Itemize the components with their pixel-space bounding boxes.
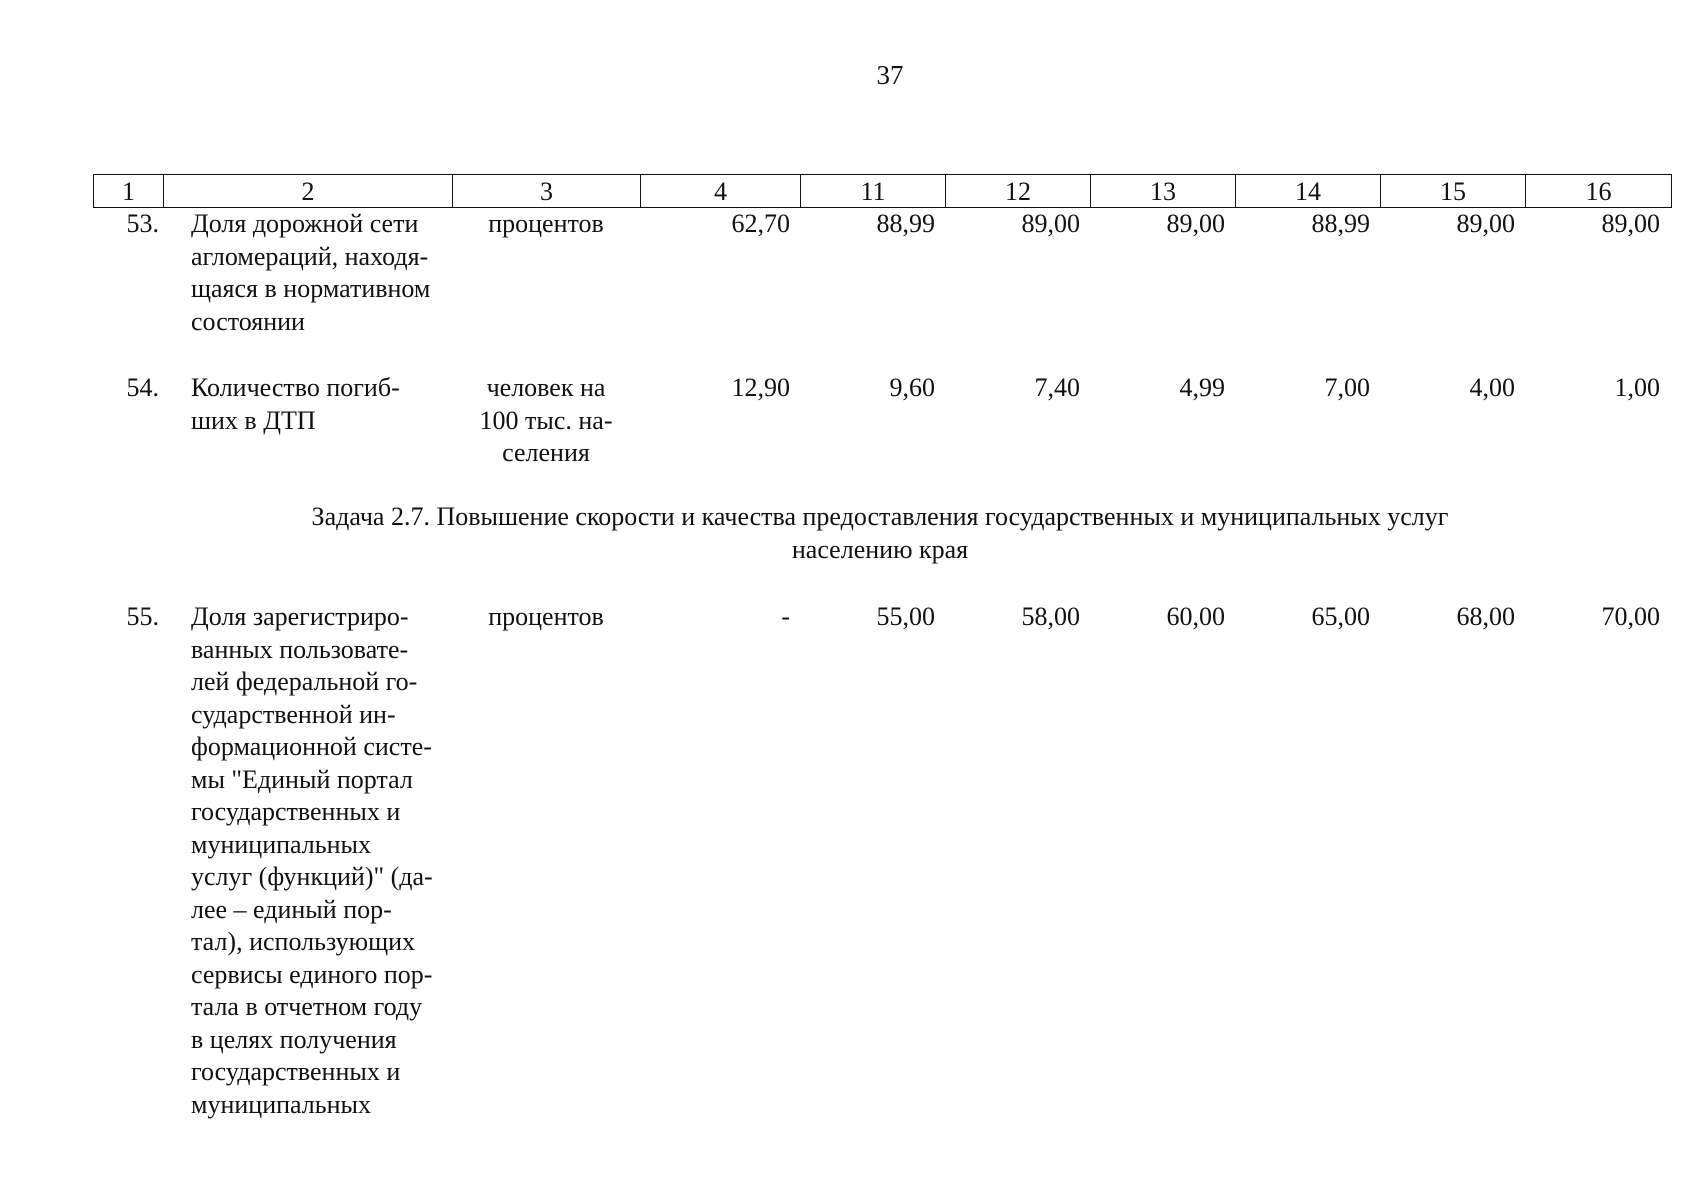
unit-line: 100 тыс. на- xyxy=(479,405,613,435)
header-col-15: 15 xyxy=(1381,175,1526,207)
value-col-13: 60,00 xyxy=(1166,602,1225,631)
value-col-14: 88,99 xyxy=(1311,209,1370,238)
header-col-12: 12 xyxy=(946,175,1091,207)
table-row xyxy=(93,601,1670,1121)
indicator-name-line: тал), использующих xyxy=(191,927,416,956)
value-col-16: 89,00 xyxy=(1601,209,1660,238)
value-col-4: - xyxy=(781,602,790,631)
value-col-11: 9,60 xyxy=(889,373,935,402)
indicator-name-line: муниципальных xyxy=(191,1089,372,1119)
header-col-1: 1 xyxy=(94,175,164,207)
task-heading xyxy=(180,500,1580,566)
indicator-name-line: муниципальных xyxy=(191,829,372,859)
header-col-13: 13 xyxy=(1091,175,1236,207)
page-number: 37 xyxy=(876,60,904,90)
value-col-12: 7,40 xyxy=(1034,373,1080,402)
unit-line: человек на xyxy=(486,373,606,402)
indicator-name-line: Количество погиб- xyxy=(191,373,400,402)
unit xyxy=(452,208,640,338)
value-col-4: 62,70 xyxy=(731,209,790,238)
value-col-15: 68,00 xyxy=(1456,602,1515,631)
task-heading-line: населению края xyxy=(791,535,969,564)
header-col-3: 3 xyxy=(453,175,641,207)
value-col-15: 89,00 xyxy=(1456,209,1515,238)
header-col-16: 16 xyxy=(1585,177,1612,206)
header-col-11: 11 xyxy=(801,175,946,207)
indicator-name-line: агломераций, находя- xyxy=(191,241,429,271)
table-row xyxy=(93,372,1670,470)
table-row xyxy=(93,208,1670,338)
indicator-name-line: сударственной ин- xyxy=(191,699,396,729)
value-col-4: 12,90 xyxy=(731,373,790,402)
indicator-name-line: государственных и xyxy=(191,1057,401,1086)
indicator-name-line: Доля зарегистриро- xyxy=(191,602,409,631)
value-col-16: 70,00 xyxy=(1601,602,1660,631)
unit-line: процентов xyxy=(488,602,604,631)
indicator-name-line: лей федеральной го- xyxy=(191,667,418,696)
unit-line: процентов xyxy=(488,209,604,238)
indicator-name-line: состоянии xyxy=(191,306,305,336)
value-col-12: 58,00 xyxy=(1021,602,1080,631)
indicator-name-line: государственных и xyxy=(191,797,401,826)
row-number: 53. xyxy=(126,209,159,238)
value-col-15: 4,00 xyxy=(1469,373,1515,402)
value-col-14: 7,00 xyxy=(1324,373,1370,402)
indicator-name xyxy=(163,372,452,470)
indicator-name-line: ших в ДТП xyxy=(191,405,316,435)
unit xyxy=(452,601,640,1121)
indicator-name xyxy=(163,601,452,1121)
header-col-14: 14 xyxy=(1236,175,1381,207)
indicator-name xyxy=(163,208,452,338)
header-col-2: 2 xyxy=(164,175,453,207)
indicator-name-line: сервисы единого пор- xyxy=(191,959,433,989)
value-col-16: 1,00 xyxy=(1614,373,1660,402)
value-col-11: 88,99 xyxy=(876,209,935,238)
value-col-13: 4,99 xyxy=(1179,373,1225,402)
table-header-row xyxy=(93,174,1672,208)
row-number: 55. xyxy=(126,602,159,631)
value-col-12: 89,00 xyxy=(1021,209,1080,238)
value-col-11: 55,00 xyxy=(876,602,935,631)
value-col-13: 89,00 xyxy=(1166,209,1225,238)
indicator-name-line: Доля дорожной сети xyxy=(191,209,419,238)
indicator-name-line: тала в отчетном году xyxy=(191,992,423,1021)
row-number: 54. xyxy=(126,373,159,402)
indicator-name-line: лее – единый пор- xyxy=(191,894,392,924)
unit-line: селения xyxy=(502,438,590,467)
unit xyxy=(452,372,640,470)
indicator-name-line: в целях получения xyxy=(191,1024,397,1054)
indicator-name-line: услуг (функций)" (да- xyxy=(191,862,433,891)
indicator-name-line: щаяся в нормативном xyxy=(191,274,431,303)
indicator-name-line: ванных пользовате- xyxy=(191,634,409,664)
header-col-4: 4 xyxy=(641,175,801,207)
indicator-name-line: мы "Единый портал xyxy=(191,764,413,794)
value-col-14: 65,00 xyxy=(1311,602,1370,631)
task-heading-line: Задача 2.7. Повышение скорости и качества предоставления государственных и муниципальных услуг xyxy=(311,502,1449,531)
indicator-name-line: формационной систе- xyxy=(191,732,432,761)
